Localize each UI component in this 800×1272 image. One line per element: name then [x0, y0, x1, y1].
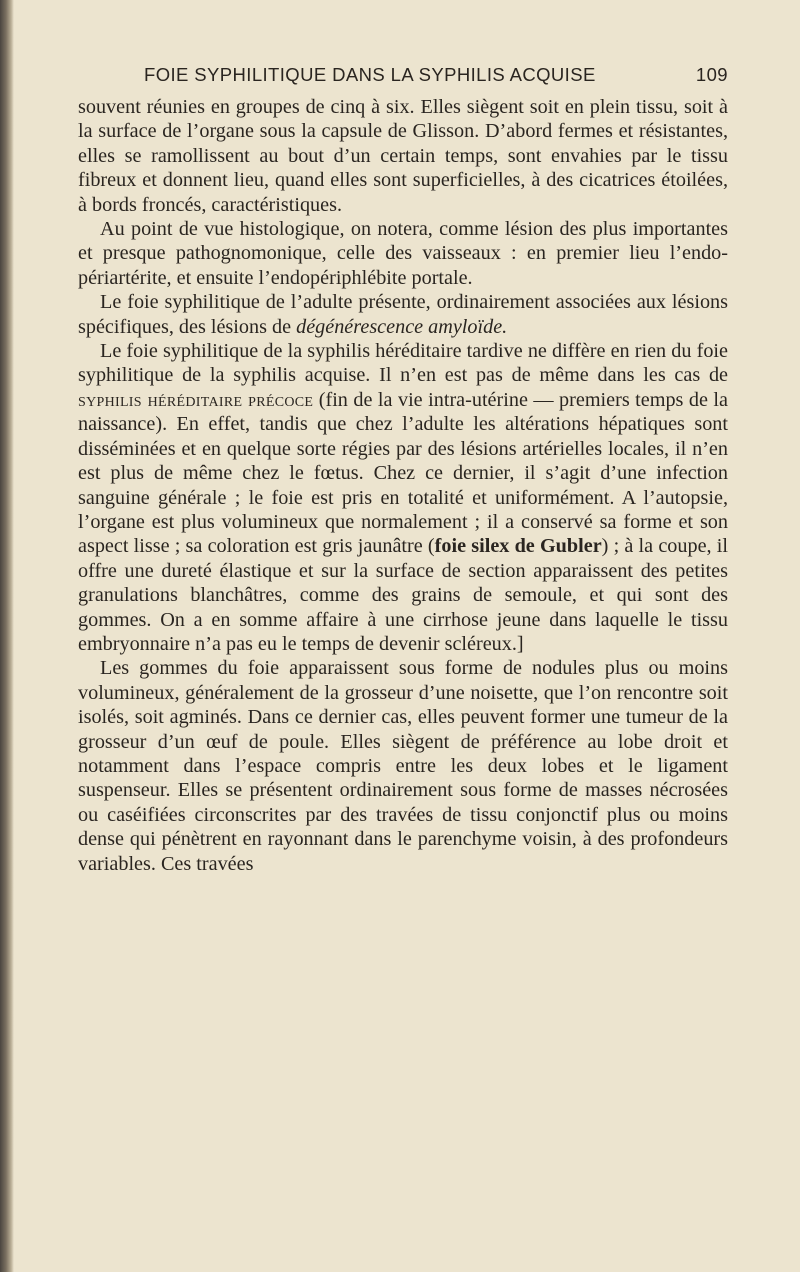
paragraph-1: souvent réunies en groupes de cinq à six. Elles siègent soit en plein tissu, soit à la surface de l’organe sous la capsule de Glisson. D’abord fermes et résistantes, elles se ramollissent au bout d’un certain temps, sont envahies par le tissu fibreux et donnent lieu, quand elles sont superficielles, à des cicatrices étoilées, à bords froncés, caractéristiques.: [78, 96, 728, 216]
book-binding-edge: [0, 0, 14, 1272]
running-title: FOIE SYPHILITIQUE DANS LA SYPHILIS ACQUISE: [144, 64, 596, 85]
paragraph-4-text-b: (fin de la vie intra-utérine — premiers temps de la naissance). En effet, tandis que chez l’adulte les altérations hépatiques sont disséminées et en quelque sorte régies par des lésions artérielles locales, il n’en est plus de même chez le fœtus. Chez ce dernier, il s’agit d’une infection sanguine générale ; le foie est pris en totalité et uniformément. A l’autopsie, l’organe est plus volumineux que normalement ; il a conservé sa forme et son aspect lisse ; sa coloration est gris jaunâtre (: [78, 388, 728, 558]
running-header: [78, 58, 728, 88]
book-page: [78, 58, 728, 876]
paragraph-4: [78, 339, 728, 656]
paragraph-4-text-a: Le foie syphilitique de la syphilis héréditaire tardive ne diffère en rien du foie syphilitique de la syphilis acquise. Il n’en est pas de même dans les cas de: [78, 340, 728, 387]
paragraph-4-text-c: ) ; à la coupe, il offre une dureté élastique et sur la surface de section apparaissent des petites granulations blanchâtres, comme des grains de semoule, et qui sont des gommes. On a en somme affaire à une cirrhose jeune dans laquelle le tissu embryonnaire n’a pas eu le temps de devenir scléreux.]: [78, 535, 728, 655]
italic-term: dégénérescence amyloïde.: [296, 315, 508, 338]
small-caps-term: syphilis héréditaire précoce: [78, 388, 314, 411]
paragraph-2: Au point de vue histologique, on notera, comme lésion des plus importantes et presque pathognomonique, celle des vaisseaux : en premier lieu l’endo-périartérite, et ensuite l’endopériphlébite portale.: [78, 218, 728, 289]
paragraph-3-text: Le foie syphilitique de l’adulte présente, ordinairement associées aux lésions spécifiques, des lésions de: [78, 291, 728, 338]
paragraph-3: [78, 290, 728, 339]
page-number: 109: [695, 64, 728, 85]
body-text: [78, 95, 728, 876]
bold-term: foie silex de Gubler: [434, 535, 602, 558]
paragraph-5: Les gommes du foie apparaissent sous forme de nodules plus ou moins volumineux, généralement de la grosseur d’une noisette, que l’on rencontre soit isolés, soit agminés. Dans ce dernier cas, elles peuvent former une tumeur de la grosseur d’un œuf de poule. Elles siègent de préférence au lobe droit et notamment dans l’espace compris entre les deux lobes et le ligament suspenseur. Elles se présentent ordinairement sous forme de masses nécrosées ou caséifiées circonscrites par des travées de tissu conjonctif plus ou moins dense qui pénètrent en rayonnant dans le parenchyme voisin, à des profondeurs variables. Ces travées: [78, 657, 728, 875]
